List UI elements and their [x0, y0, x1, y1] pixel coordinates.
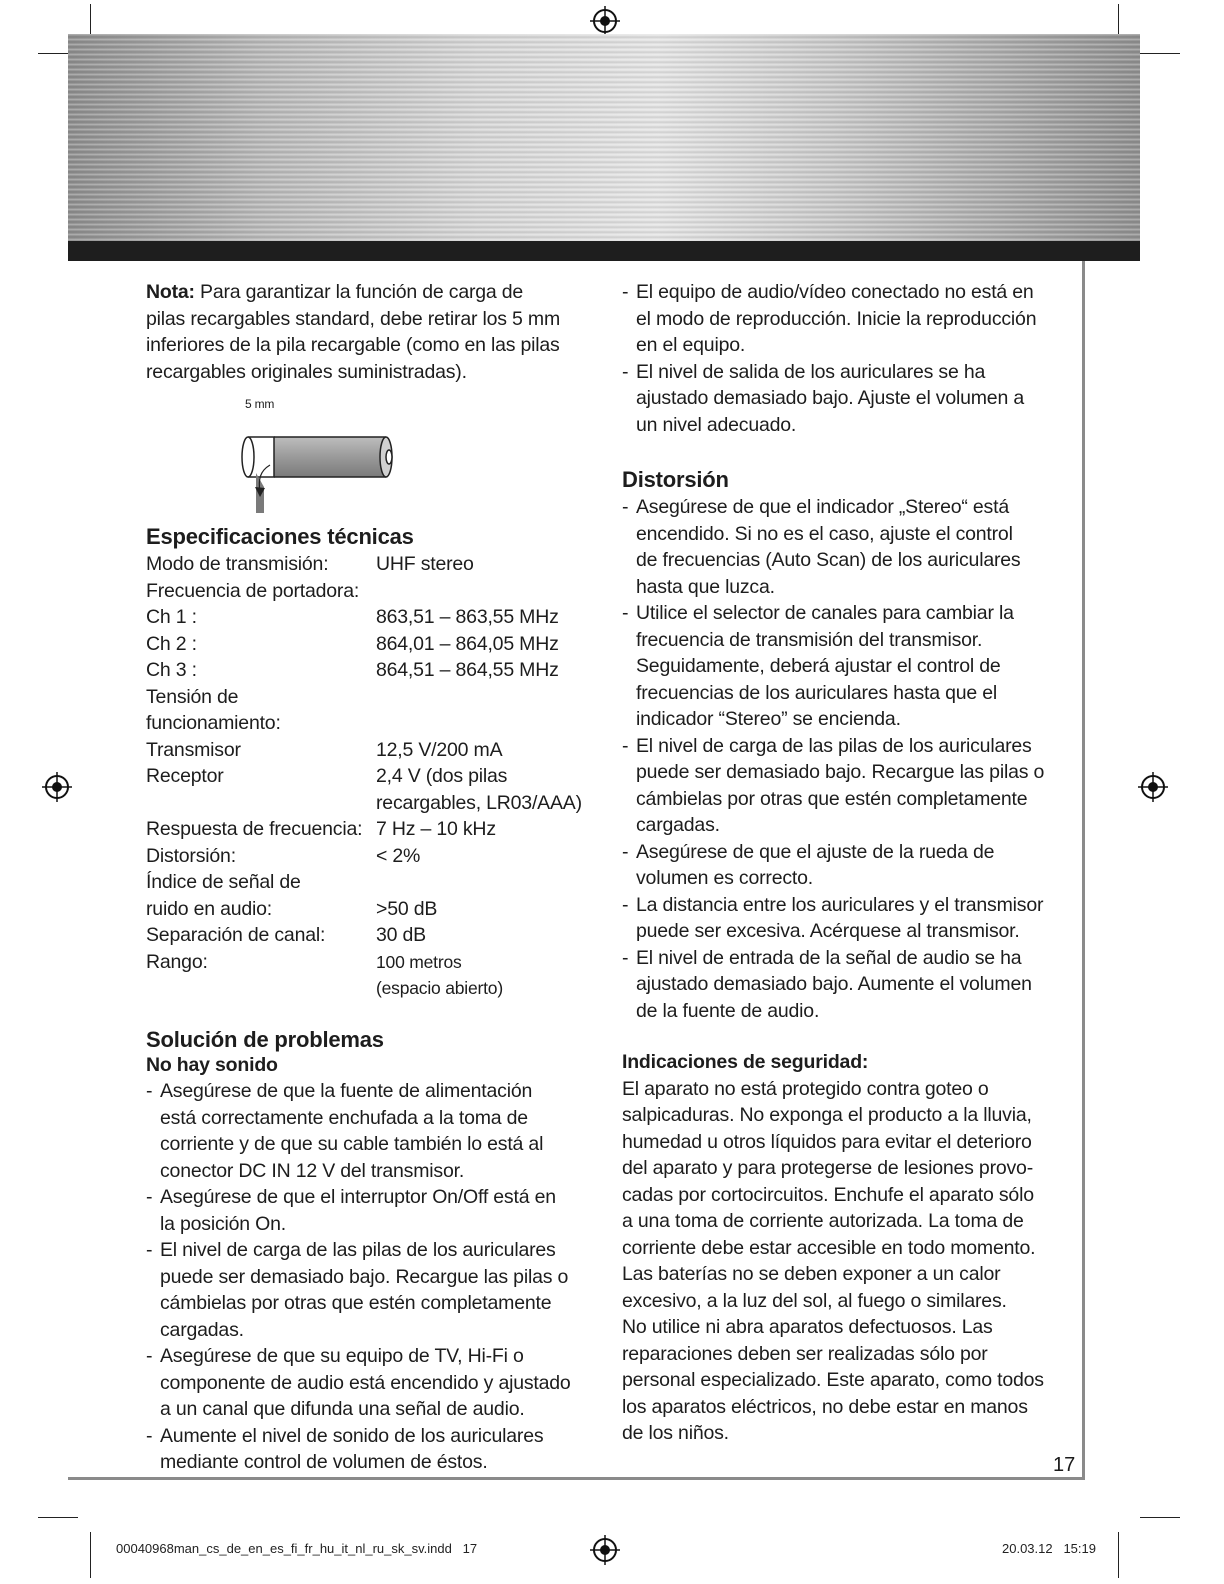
list-item-line: cargadas.: [160, 1318, 244, 1341]
spec-key: Transmisor: [146, 738, 241, 761]
list-item-line: cámbielas por otras que estén completamente: [636, 787, 1028, 810]
header-metal-band: [68, 34, 1140, 241]
spec-value: 12,5 V/200 mA: [376, 738, 503, 761]
bullet-dash: -: [622, 734, 629, 757]
list-item-line: ajustado demasiado bajo. Ajuste el volumen a: [636, 387, 1024, 409]
spec-key: Tensión de funcionamiento:: [146, 685, 281, 734]
safety-section: [622, 1049, 1072, 1447]
list-item-line: puede ser demasiado bajo. Recargue las pilas o: [160, 1265, 569, 1288]
spec-key: Receptor: [146, 765, 224, 787]
safety-line: cadas por cortocircuitos. Enchufe el aparato sólo: [622, 1183, 1034, 1206]
battery-illustration-icon: [238, 417, 398, 517]
spec-value: [376, 869, 596, 896]
registration-mark-icon: [590, 6, 620, 36]
spec-key: Índice de señal de: [146, 871, 301, 893]
spec-key: [146, 975, 376, 1002]
bullet-dash: -: [622, 281, 629, 303]
spec-key: Modo de transmisión:: [146, 553, 329, 575]
header-dark-strip: [68, 241, 1140, 261]
list-item-line: Seguidamente, deberá ajustar el control de: [636, 655, 1001, 677]
safety-line: a una toma de corriente autorizada. La toma de: [622, 1210, 1024, 1232]
crop-mark: [90, 1532, 91, 1578]
crop-mark: [1118, 1532, 1119, 1578]
list-item-line: mediante control de volumen de éstos.: [160, 1451, 488, 1473]
list-item: [622, 733, 1072, 839]
safety-text: [622, 1076, 1072, 1447]
distortion-list: [622, 494, 1072, 1024]
right-column: [622, 279, 1072, 1447]
note-block: [146, 279, 596, 385]
troubleshooting-subtitle: No hay sonido: [146, 1053, 278, 1076]
spec-row: [146, 843, 596, 870]
safety-line: No utilice ni abra aparatos defectuosos. Las: [622, 1316, 993, 1338]
spec-row: [146, 657, 596, 684]
crop-mark: [1140, 1517, 1180, 1518]
safety-line: de los niños.: [622, 1422, 729, 1444]
page-frame-bottom: [68, 1477, 1085, 1480]
spec-key: ruido en audio:: [146, 897, 273, 920]
list-item-line: Aumente el nivel de sonido de los auriculares: [160, 1424, 544, 1447]
spec-key: Ch 1 :: [146, 606, 197, 628]
list-item-line: ajustado demasiado bajo. Aumente el volumen: [636, 973, 1032, 995]
bullet-dash: -: [622, 946, 629, 969]
spec-value: >50 dB: [376, 897, 438, 920]
left-column: [146, 279, 596, 1476]
list-item-line: un nivel adecuado.: [636, 413, 797, 436]
bullet-dash: -: [622, 496, 629, 518]
list-item-line: puede ser demasiado bajo. Recargue las pilas o: [636, 761, 1045, 783]
spec-row: [146, 922, 596, 949]
list-item-line: encendido. Si no es el caso, ajuste el control: [636, 522, 1013, 545]
bullet-dash: -: [146, 1345, 153, 1367]
specs-title: Especificaciones técnicas: [146, 524, 414, 549]
list-item: [622, 945, 1072, 1025]
spec-value: < 2%: [376, 844, 421, 867]
list-item: [146, 1423, 596, 1476]
list-item-line: Asegúrese de que el ajuste de la rueda de: [636, 840, 995, 863]
troubleshooting-section: [146, 1026, 596, 1476]
list-item-line: Asegúrese de que el indicador „Stereo“ está: [636, 496, 1009, 518]
spec-value: 864,51 – 864,55 MHz: [376, 659, 559, 681]
spec-row: [146, 631, 596, 658]
list-item-line: de frecuencias (Auto Scan) de los auriculares: [636, 549, 1021, 571]
spec-value: 863,51 – 863,55 MHz: [376, 606, 559, 628]
safety-line: salpicaduras. No exponga el producto a la lluvia,: [622, 1104, 1032, 1126]
list-item: [622, 839, 1072, 892]
safety-line: humedad u otros líquidos para evitar el deterioro: [622, 1130, 1032, 1153]
list-item-line: cargadas.: [636, 814, 720, 836]
list-item-line: cámbielas por otras que estén completamente: [160, 1292, 552, 1314]
list-item: [622, 359, 1072, 439]
spec-value: 100 metros: [376, 951, 462, 972]
list-item-line: El nivel de carga de las pilas de los auriculares: [160, 1239, 556, 1261]
note-line: recargables originales suministradas).: [146, 360, 467, 383]
safety-title: Indicaciones de seguridad:: [622, 1051, 869, 1073]
footer-filename: 00040968man_cs_de_en_es_fi_fr_hu_it_nl_ru_sk_sv.indd 17: [116, 1541, 478, 1556]
spec-value: UHF stereo: [376, 553, 474, 575]
registration-mark-icon: [590, 1535, 620, 1565]
list-item-line: indicador “Stereo” se encienda.: [636, 708, 901, 730]
crop-mark: [38, 1517, 78, 1518]
note-line: pilas recargables standard, debe retirar los 5 mm: [146, 307, 560, 330]
page-number: 17: [1053, 1454, 1076, 1476]
list-item: [622, 892, 1072, 945]
spec-key: Respuesta de frecuencia:: [146, 818, 363, 840]
list-item-line: Utilice el selector de canales para cambiar la: [636, 602, 1014, 624]
spec-value: recargables, LR03/AAA): [376, 791, 582, 814]
bullet-dash: -: [146, 1186, 153, 1208]
list-item-line: de la fuente de audio.: [636, 999, 820, 1022]
list-item-line: El equipo de audio/vídeo conectado no está en: [636, 281, 1034, 303]
spec-value: [376, 578, 596, 605]
spec-value: 864,01 – 864,05 MHz: [376, 632, 559, 655]
list-item-line: la posición On.: [160, 1212, 286, 1235]
list-item-line: El nivel de carga de las pilas de los auriculares: [636, 734, 1032, 757]
spec-row: [146, 684, 596, 737]
list-item: [146, 1078, 596, 1184]
note-line: inferiores de la pila recargable (como en las pilas: [146, 334, 560, 356]
distortion-title: Distorsión: [622, 467, 729, 492]
spec-row: [146, 790, 596, 817]
spec-row: [146, 896, 596, 923]
distortion-section: [622, 466, 1072, 1024]
spec-key: Distorsión:: [146, 844, 236, 867]
list-item-line: La distancia entre los auriculares y el transmisor: [636, 893, 1044, 916]
spec-row: [146, 949, 596, 976]
list-item-line: hasta que luzca.: [636, 575, 775, 598]
list-item-line: a un canal que difunda una señal de audio.: [160, 1398, 525, 1420]
spec-row: [146, 551, 596, 578]
troubleshooting-title: Solución de problemas: [146, 1026, 384, 1052]
list-item-line: El nivel de entrada de la señal de audio se ha: [636, 946, 1022, 969]
list-item: [146, 1184, 596, 1237]
spec-row: [146, 737, 596, 764]
spec-row: [146, 578, 596, 605]
bullet-dash: -: [622, 893, 629, 916]
spec-key: Rango:: [146, 950, 208, 973]
footer-timestamp: 20.03.12 15:19: [1002, 1541, 1096, 1556]
registration-mark-icon: [1138, 772, 1168, 802]
list-item-line: Asegúrese de que el interruptor On/Off está en: [160, 1186, 556, 1208]
spec-value: 30 dB: [376, 924, 426, 946]
list-item: [146, 1237, 596, 1343]
battery-figure: [146, 393, 596, 519]
safety-line: los aparatos eléctricos, no debe estar en manos: [622, 1395, 1028, 1418]
list-item: [146, 1343, 596, 1423]
safety-line: corriente debe estar accesible en todo momento.: [622, 1236, 1036, 1259]
no-sound-continued-list: [622, 279, 1072, 438]
list-item-line: frecuencia de transmisión del transmisor.: [636, 628, 983, 651]
list-item-line: en el equipo.: [636, 334, 746, 356]
list-item-line: corriente y de que su cable también lo está al: [160, 1133, 544, 1155]
spec-row: [146, 604, 596, 631]
note-label: Nota:: [146, 281, 195, 303]
figure-label: 5 mm: [245, 397, 275, 411]
spec-key: Separación de canal:: [146, 924, 326, 946]
list-item-line: puede ser excesiva. Acérquese al transmisor.: [636, 920, 1020, 942]
spec-row: [146, 763, 596, 790]
list-item: [622, 279, 1072, 359]
list-item-line: conector DC IN 12 V del transmisor.: [160, 1159, 465, 1182]
page-frame-right: [1082, 261, 1085, 1479]
bullet-dash: -: [146, 1239, 153, 1261]
crop-mark: [1140, 53, 1180, 54]
bullet-dash: -: [146, 1424, 153, 1447]
spec-row: [146, 816, 596, 843]
spec-key: Frecuencia de portadora:: [146, 579, 360, 602]
specs-table: [146, 551, 596, 1002]
list-item-line: Asegúrese de que su equipo de TV, Hi-Fi o: [160, 1345, 524, 1367]
spec-row: [146, 869, 596, 896]
list-item-line: Asegúrese de que la fuente de alimentación: [160, 1080, 533, 1102]
spec-key: Ch 3 :: [146, 659, 197, 681]
bullet-dash: -: [622, 840, 629, 863]
spec-value: [376, 684, 596, 737]
list-item-line: el modo de reproducción. Inicie la reproducción: [636, 307, 1037, 330]
safety-line: El aparato no está protegido contra goteo o: [622, 1077, 989, 1100]
list-item-line: componente de audio está encendido y ajustado: [160, 1371, 571, 1394]
spec-row: [146, 975, 596, 1002]
spec-key: Ch 2 :: [146, 632, 197, 655]
list-item-line: frecuencias de los auriculares hasta que el: [636, 681, 998, 704]
spec-value: 2,4 V (dos pilas: [376, 765, 508, 787]
safety-line: excesivo, a la luz del sol, al fuego o similares.: [622, 1289, 1007, 1312]
registration-mark-icon: [42, 772, 72, 802]
specs-section: [146, 523, 596, 1002]
troubleshooting-list: [146, 1078, 596, 1476]
safety-line: Las baterías no se deben exponer a un calor: [622, 1263, 1001, 1285]
spec-value: (espacio abierto): [376, 978, 503, 998]
bullet-dash: -: [146, 1080, 153, 1102]
note-line: Para garantizar la función de carga de: [200, 281, 524, 303]
spec-value: 7 Hz – 10 kHz: [376, 818, 496, 840]
safety-line: personal especializado. Este aparato, como todos: [622, 1369, 1044, 1391]
bullet-dash: -: [622, 602, 629, 624]
list-item-line: está correctamente enchufada a la toma de: [160, 1106, 528, 1129]
list-item: [622, 494, 1072, 600]
spec-key: [146, 790, 376, 817]
safety-line: reparaciones deben ser realizadas sólo por: [622, 1342, 988, 1365]
bullet-dash: -: [622, 360, 629, 383]
safety-line: del aparato y para protegerse de lesiones provo-: [622, 1157, 1033, 1179]
list-item-line: volumen es correcto.: [636, 867, 813, 889]
list-item-line: El nivel de salida de los auriculares se ha: [636, 360, 986, 383]
list-item: [622, 600, 1072, 733]
